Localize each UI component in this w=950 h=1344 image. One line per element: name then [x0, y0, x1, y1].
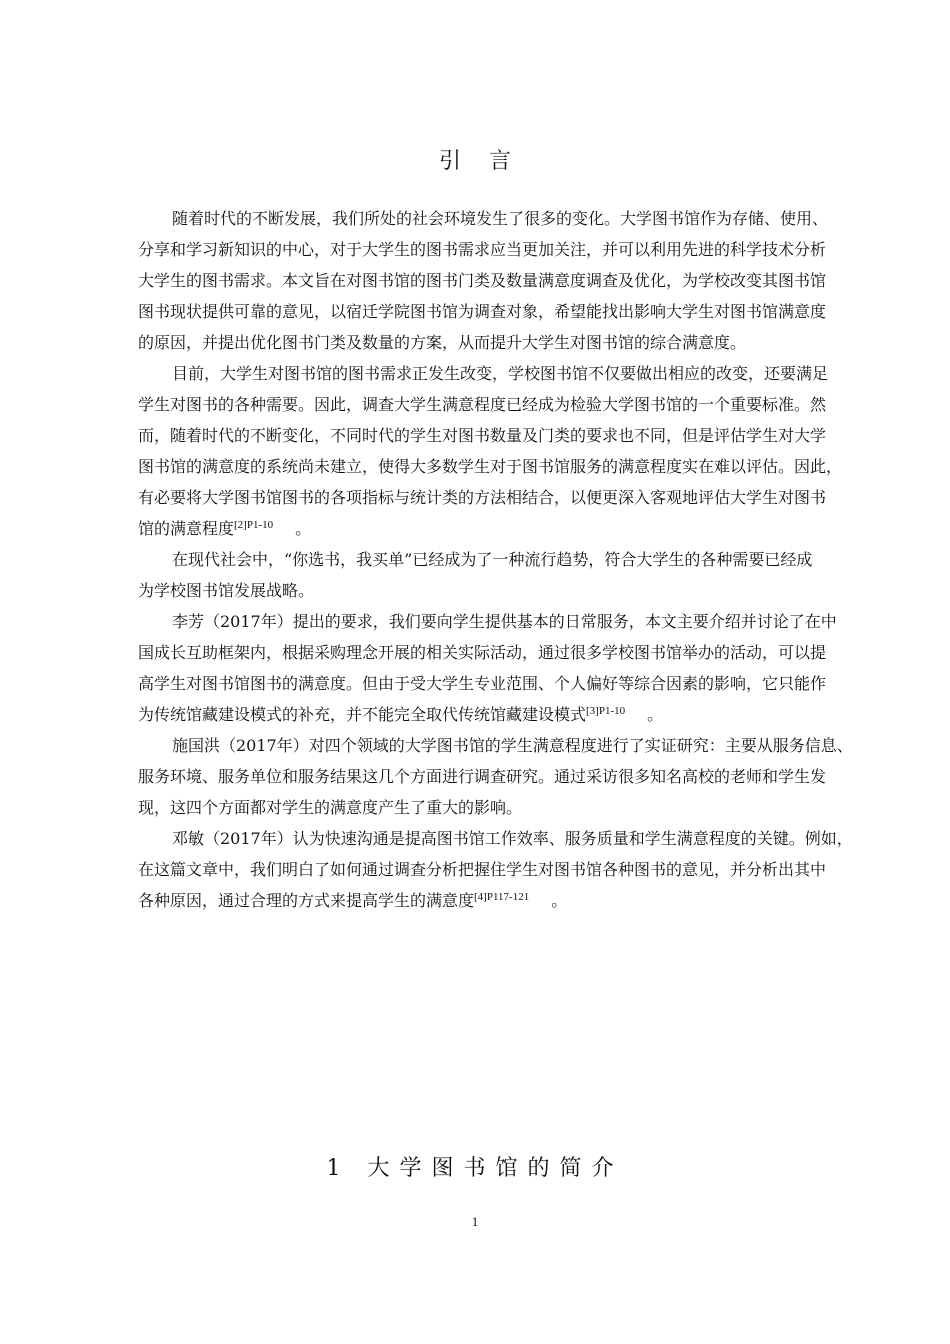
- text-line: 李芳（2017年）提出的要求，我们要向学生提供基本的日常服务，本文主要介绍并讨论了在中: [172, 612, 837, 631]
- text-line: 为学校图书馆发展战略。: [138, 581, 315, 600]
- section-heading-introduction: 引言: [438, 149, 539, 174]
- line-end-punctuation: 。: [295, 519, 312, 538]
- citation-reference: [4]P117-121: [474, 891, 530, 903]
- paragraph-5: [138, 730, 870, 823]
- text-line: 在现代社会中，“你选书，我买单”已经成为了一种流行趋势，符合大学生的各种需要已经成: [172, 550, 813, 569]
- paragraph-1: [138, 203, 870, 358]
- text-line: 而，随着时代的不断变化，不同时代的学生对图书数量及门类的要求也不同，但是评估学生对大学: [138, 426, 827, 445]
- text-line: 图书现状提供可靠的意见，以宿迁学院图书馆为调查对象，希望能找出影响大学生对图书馆满意度: [138, 302, 827, 321]
- text-line: 邓敏（2017年）认为快速沟通是提高图书馆工作效率、服务质量和学生满意程度的关键。例如，: [172, 829, 853, 848]
- text-line: 分享和学习新知识的中心，对于大学生的图书需求应当更加关注，并可以利用先进的科学技术分析: [138, 240, 827, 259]
- line-text: 为传统馆藏建设模式的补充，并不能完全取代传统馆藏建设模式: [138, 705, 587, 724]
- text-line: 在这篇文章中，我们明白了如何通过调查分析把握住学生对图书馆各种图书的意见，并分析出其中: [138, 860, 827, 879]
- text-line: 有必要将大学图书馆图书的各项指标与统计类的方法相结合，以便更深入客观地评估大学生对图书: [138, 488, 827, 507]
- text-line: 服务环境、服务单位和服务结果这几个方面进行调查研究。通过采访很多知名高校的老师和学生发: [138, 767, 827, 786]
- text-line: [138, 885, 870, 916]
- text-line: 图书馆的满意度的系统尚未建立，使得大多数学生对于图书馆服务的满意程度实在难以评估。因此，: [138, 457, 843, 476]
- line-end-punctuation: 。: [551, 891, 568, 910]
- text-line: [138, 699, 870, 730]
- paragraph-2: [138, 358, 870, 544]
- text-line: 施国洪（2017年）对四个领域的大学图书馆的学生满意程度进行了实证研究：主要从服务信息、: [172, 736, 853, 755]
- text-line: 国成长互助框架内，根据采购理念开展的相关实际活动，通过很多学校图书馆举办的活动，可以提: [138, 643, 827, 662]
- text-line: 的原因，并提出优化图书门类及数量的方案，从而提升大学生对图书馆的综合满意度。: [138, 333, 747, 352]
- document-body: [138, 203, 870, 916]
- text-line: 随着时代的不断发展，我们所处的社会环境发生了很多的变化。大学图书馆作为存储、使用、: [172, 209, 829, 228]
- text-line: [138, 513, 870, 544]
- paragraph-4: [138, 606, 870, 730]
- text-line: 现，这四个方面都对学生的满意度产生了重大的影响。: [138, 798, 523, 817]
- text-line: 学生对图书的各种需要。因此，调查大学生满意程度已经成为检验大学图书馆的一个重要标准。然: [138, 395, 827, 414]
- paragraph-3: [138, 544, 870, 606]
- line-text: 馆的满意程度: [138, 519, 235, 538]
- line-text: 各种原因，通过合理的方式来提高学生的满意度: [138, 891, 475, 910]
- line-end-punctuation: 。: [647, 705, 664, 724]
- page-number: 1: [471, 1214, 479, 1229]
- citation-reference: [3]P1-10: [586, 705, 626, 717]
- text-line: 大学生的图书需求。本文旨在对图书馆的图书门类及数量满意度调查及优化，为学校改变其图书馆: [138, 271, 827, 290]
- section-heading-library-introduction: 1 大学图书馆的简介: [326, 1156, 624, 1181]
- text-line: 高学生对图书馆图书的满意度。但由于受大学生专业范围、个人偏好等综合因素的影响，它只能作: [138, 674, 827, 693]
- text-line: 目前，大学生对图书馆的图书需求正发生改变，学校图书馆不仅要做出相应的改变，还要满足: [172, 364, 829, 383]
- paragraph-6: [138, 823, 870, 916]
- citation-reference: [2]P1-10: [234, 519, 274, 531]
